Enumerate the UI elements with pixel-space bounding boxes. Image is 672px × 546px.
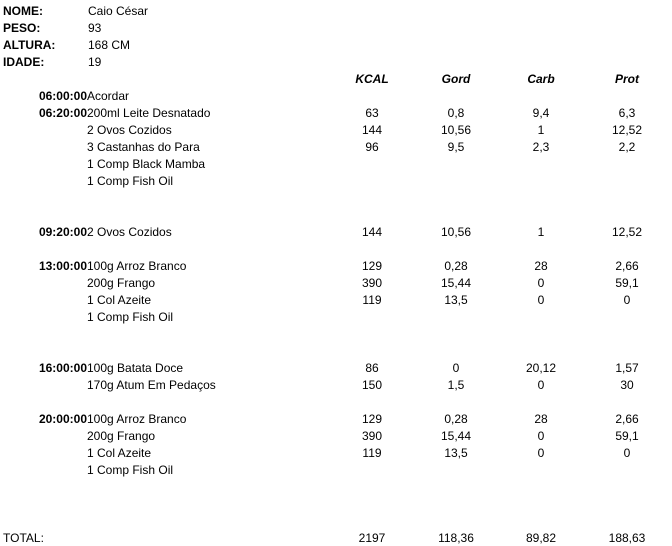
row-carb: 0: [537, 276, 545, 290]
row-food: 2 Ovos Cozidos: [87, 123, 172, 137]
row-food: 1 Comp Fish Oil: [87, 174, 174, 188]
total-prot: 188,63: [608, 531, 646, 545]
row-kcal: 119: [362, 293, 382, 307]
row-food: 100g Batata Doce: [87, 361, 184, 375]
row-time: 09:20:00: [38, 225, 87, 239]
row-kcal: 96: [365, 140, 379, 154]
row-carb: 9,4: [532, 106, 550, 120]
row-kcal: 390: [361, 429, 383, 443]
nome-value: Caio César: [88, 4, 149, 18]
row-kcal: 390: [361, 276, 383, 290]
idade-label: IDADE:: [3, 55, 45, 69]
row-gord: 15,44: [440, 429, 472, 443]
row-prot: 2,66: [615, 412, 639, 426]
row-food: 3 Castanhas do Para: [87, 140, 200, 154]
row-prot: 59,1: [615, 429, 639, 443]
row-time: 16:00:00: [38, 361, 87, 375]
row-carb: 0: [537, 446, 545, 460]
row-prot: 2,2: [618, 140, 636, 154]
row-gord: 10,56: [440, 225, 472, 239]
row-food: 1 Comp Fish Oil: [87, 310, 174, 324]
row-gord: 13,5: [444, 293, 468, 307]
row-food: 100g Arroz Branco: [87, 259, 187, 273]
row-carb: 2,3: [532, 140, 550, 154]
row-kcal: 144: [361, 225, 383, 239]
row-gord: 0,28: [444, 259, 468, 273]
row-food: Acordar: [87, 89, 130, 103]
row-prot: 2,66: [615, 259, 639, 273]
row-gord: 10,56: [440, 123, 472, 137]
row-kcal: 119: [362, 446, 382, 460]
row-gord: 0,28: [444, 412, 468, 426]
total-gord: 118,36: [438, 531, 474, 545]
row-food: 200g Frango: [87, 276, 156, 290]
row-food: 1 Col Azeite: [87, 446, 152, 460]
header-prot: Prot: [615, 72, 639, 86]
header-carb: Carb: [527, 72, 555, 86]
nome-label: NOME:: [3, 4, 43, 18]
row-carb: 20,12: [525, 361, 557, 375]
row-gord: 9,5: [447, 140, 465, 154]
row-food: 1 Comp Fish Oil: [87, 463, 174, 477]
row-food: 100g Arroz Branco: [87, 412, 187, 426]
row-prot: 0: [623, 446, 631, 460]
altura-label: ALTURA:: [3, 38, 56, 52]
row-kcal: 63: [365, 106, 379, 120]
peso-label: PESO:: [3, 21, 41, 35]
row-prot: 0: [623, 293, 631, 307]
row-prot: 12,52: [611, 225, 643, 239]
row-gord: 1,5: [447, 378, 465, 392]
row-prot: 30: [620, 378, 634, 392]
row-gord: 13,5: [444, 446, 468, 460]
total-label: TOTAL:: [3, 531, 44, 545]
row-carb: 1: [537, 123, 545, 137]
row-food: 1 Col Azeite: [87, 293, 152, 307]
row-time: 06:20:00: [38, 106, 87, 120]
row-kcal: 150: [361, 378, 383, 392]
row-time: 20:00:00: [38, 412, 87, 426]
row-food: 1 Comp Black Mamba: [87, 157, 206, 171]
row-kcal: 129: [361, 259, 383, 273]
row-carb: 0: [537, 378, 545, 392]
row-carb: 1: [537, 225, 545, 239]
row-carb: 0: [537, 429, 545, 443]
header-kcal: KCAL: [355, 72, 389, 86]
row-prot: 6,3: [618, 106, 636, 120]
peso-value: 93: [88, 21, 102, 35]
row-kcal: 144: [361, 123, 383, 137]
header-gord: Gord: [441, 72, 471, 86]
total-kcal: 2197: [358, 531, 386, 545]
row-kcal: 86: [365, 361, 379, 375]
row-food: 2 Ovos Cozidos: [87, 225, 172, 239]
row-time: 06:00:00: [38, 89, 87, 103]
row-gord: 0: [452, 361, 460, 375]
total-carb: 89,82: [525, 531, 557, 545]
row-food: 200ml Leite Desnatado: [87, 106, 211, 120]
row-time: 13:00:00: [38, 259, 87, 273]
row-gord: 15,44: [440, 276, 472, 290]
altura-value: 168 CM: [88, 38, 131, 52]
row-food: 200g Frango: [87, 429, 156, 443]
row-carb: 28: [534, 412, 548, 426]
row-prot: 1,57: [615, 361, 639, 375]
row-kcal: 129: [361, 412, 383, 426]
row-prot: 59,1: [615, 276, 639, 290]
row-gord: 0,8: [447, 106, 465, 120]
row-carb: 28: [534, 259, 548, 273]
idade-value: 19: [88, 55, 102, 69]
row-prot: 12,52: [611, 123, 643, 137]
row-food: 170g Atum Em Pedaços: [87, 378, 216, 392]
row-carb: 0: [537, 293, 545, 307]
